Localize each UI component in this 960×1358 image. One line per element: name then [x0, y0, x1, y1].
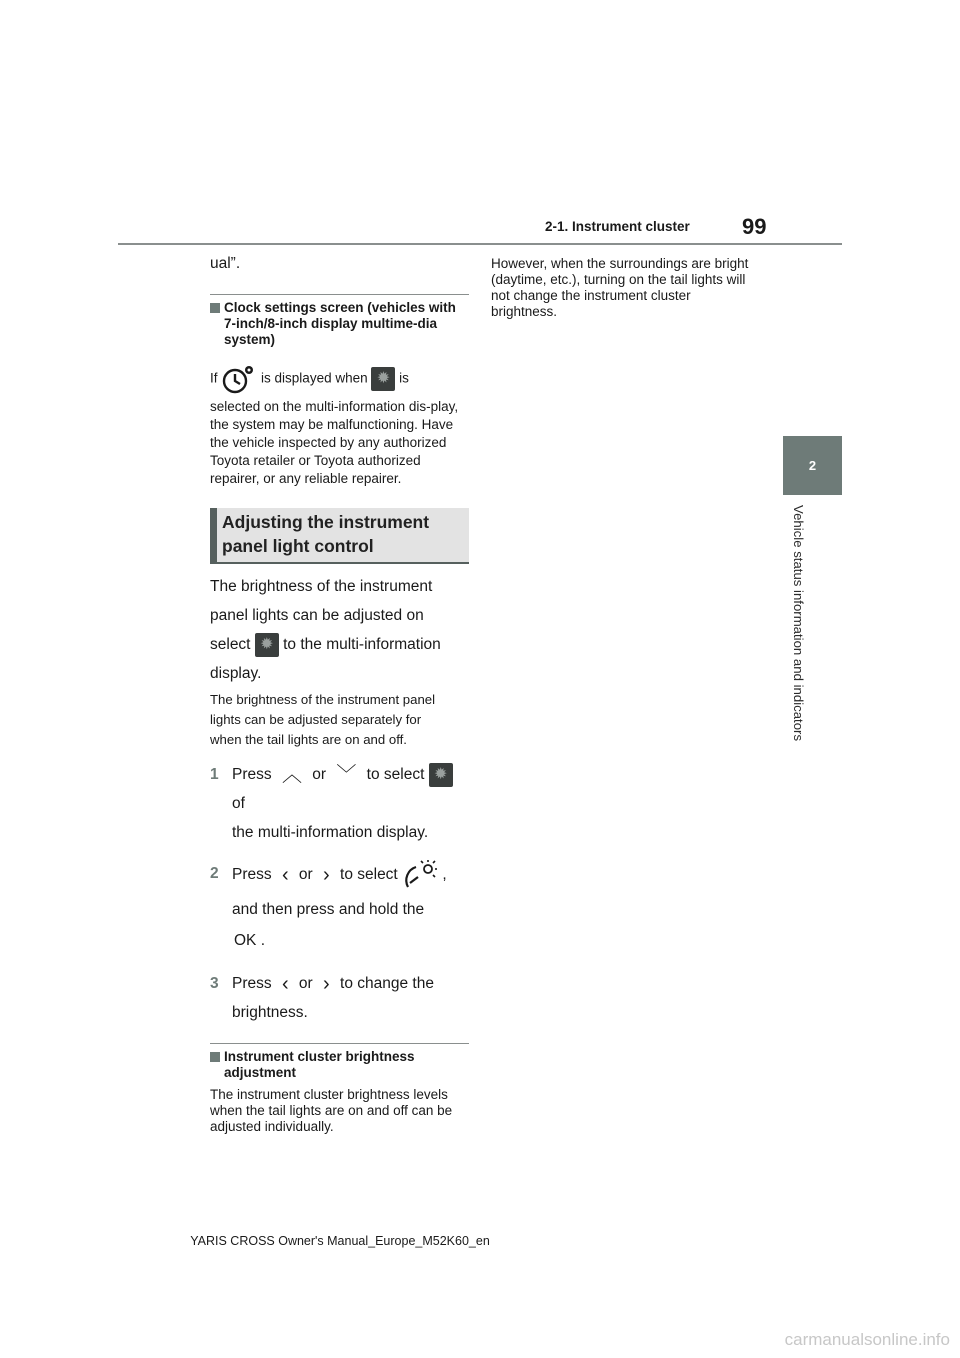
header-rule [118, 243, 842, 245]
gauge-brightness-icon [402, 859, 438, 891]
adjust-heading-line2: panel light control [222, 536, 374, 556]
clock-paragraph-2: selected on the multi-information dis-play, the system may be malfunctioning. Have the vehicle inspected by any authorized Toyota retailer or Toyota authorized repairer, or any reliable repairer. [210, 399, 459, 486]
ok-key: OK [234, 932, 257, 949]
step-2: 2 Press ‹ or › to select , and then press and hold the OK . [210, 859, 469, 955]
intro-paragraph: The brightness of the instrument panel lights can be adjusted on select ✹ to the multi-information display. [210, 572, 469, 688]
chevron-right-icon: › [323, 972, 330, 995]
settings-gear-icon [255, 633, 279, 657]
adjust-heading-line1: Adjusting the instrument [222, 512, 430, 532]
note-paragraph: The brightness of the instrument panel lights can be adjusted separately for when the tail lights are on and off. [210, 692, 436, 747]
section-marker-square [210, 303, 220, 313]
right-body: However, when the surroundings are bright (daytime, etc.), turning on the tail lights will not change the instrument cluster brightness. [491, 256, 749, 319]
step-3: 3 Press ‹ or › to change the brightness. [210, 972, 434, 1021]
settings-gear-icon [371, 367, 395, 391]
left-column [210, 250, 469, 1135]
chapter-title: Vehicle status information and indicators [791, 505, 806, 742]
chevron-right-icon: › [323, 864, 330, 886]
settings-gear-icon [429, 763, 453, 787]
chevron-down-icon: ﹀ [336, 763, 357, 786]
step-1: 1 Press ︿ or ﹀ to select ✹ of the multi-information display. [210, 760, 469, 847]
footer-text: YARIS CROSS Owner's Manual_Europe_M52K60_en [190, 1234, 490, 1248]
brightness-section-title: Instrument cluster brightness adjustment [210, 1043, 469, 1081]
chevron-left-icon: ‹ [281, 972, 289, 995]
continued-text: ual”. [210, 255, 241, 272]
chevron-left-icon: ‹ [281, 864, 289, 886]
page-number: 99 [742, 214, 767, 239]
section-title: 2-1. Instrument cluster [545, 219, 690, 234]
clock-with-gear-icon [221, 364, 257, 394]
adjust-heading [210, 508, 469, 564]
chapter-tab: 2 [783, 436, 842, 495]
chevron-up-icon: ︿ [281, 763, 302, 786]
right-column [491, 256, 759, 320]
clock-paragraph-1: If is displayed when ✹ is [210, 364, 469, 394]
clock-section-title: Clock settings screen (vehicles with 7-inch/8-inch display multime-dia system) [210, 294, 469, 348]
section-marker-square [210, 1052, 220, 1062]
watermark: carmanualsonline.info [784, 1330, 950, 1349]
brightness-section-body: The instrument cluster brightness levels when the tail lights are on and off can be adjusted individually. [210, 1087, 453, 1134]
